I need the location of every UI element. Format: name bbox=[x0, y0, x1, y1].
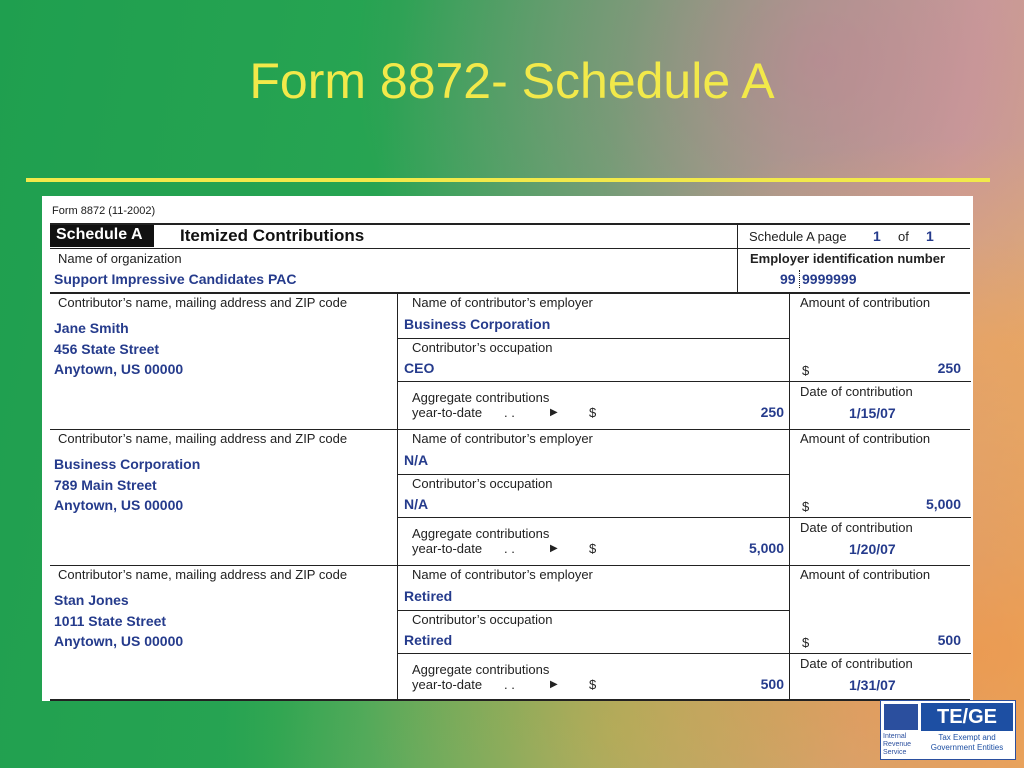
dollar-sign: $ bbox=[589, 405, 597, 420]
occupation-value: CEO bbox=[404, 360, 435, 376]
aggregate-label: Aggregate contributions bbox=[412, 526, 550, 541]
org-name-value: Support Impressive Candidates PAC bbox=[54, 271, 297, 287]
form-8872-schedule-a bbox=[42, 196, 973, 701]
divider bbox=[397, 610, 789, 611]
employer-label: Name of contributor’s employer bbox=[412, 431, 593, 446]
irs-agency-name bbox=[883, 733, 911, 757]
aggregate-value: 500 bbox=[760, 676, 784, 692]
date-label: Date of contribution bbox=[800, 520, 913, 535]
slide-title: Form 8872- Schedule A bbox=[249, 53, 775, 109]
divider bbox=[789, 429, 790, 565]
form-id: Form 8872 (11-2002) bbox=[52, 205, 156, 217]
dollar-sign: $ bbox=[802, 635, 810, 650]
date-label: Date of contribution bbox=[800, 656, 913, 671]
employer-value: Retired bbox=[404, 588, 453, 604]
contributor-label: Contributor’s name, mailing address and ZIP code bbox=[58, 567, 348, 582]
divider bbox=[50, 248, 970, 249]
divider bbox=[397, 429, 398, 565]
aggregate-ytd-label: year-to-date bbox=[412, 405, 483, 420]
contributor-city: Anytown, US 00000 bbox=[54, 633, 184, 649]
aggregate-label: Aggregate contributions bbox=[412, 390, 550, 405]
ein-prefix: 99 bbox=[780, 271, 796, 287]
divider bbox=[397, 338, 789, 339]
employer-label: Name of contributor’s employer bbox=[412, 295, 593, 310]
amount-label: Amount of contribution bbox=[800, 295, 931, 310]
divider bbox=[789, 293, 790, 429]
amount-value: 250 bbox=[937, 360, 961, 376]
divider bbox=[397, 565, 398, 701]
divider bbox=[397, 653, 971, 654]
tege-subtitle bbox=[921, 733, 1013, 753]
dollar-sign: $ bbox=[802, 499, 810, 514]
divider bbox=[50, 565, 970, 566]
ein-separator bbox=[799, 270, 800, 288]
contributor-label: Contributor’s name, mailing address and ZIP code bbox=[58, 295, 348, 310]
occupation-label: Contributor’s occupation bbox=[412, 476, 553, 491]
aggregate-dots: . . bbox=[504, 405, 515, 420]
divider bbox=[789, 565, 790, 701]
contributor-address: 456 State Street bbox=[54, 341, 160, 357]
aggregate-value: 5,000 bbox=[748, 540, 784, 556]
divider bbox=[50, 699, 970, 701]
arrow-icon: ▶ bbox=[550, 543, 558, 554]
contributor-label: Contributor’s name, mailing address and ZIP code bbox=[58, 431, 348, 446]
of-label: of bbox=[898, 229, 909, 244]
divider bbox=[397, 293, 398, 429]
divider bbox=[737, 224, 738, 294]
contributor-city: Anytown, US 00000 bbox=[54, 361, 184, 377]
aggregate-dots: . . bbox=[504, 541, 515, 556]
aggregate-value: 250 bbox=[760, 404, 784, 420]
date-value: 1/15/07 bbox=[849, 405, 896, 421]
dollar-sign: $ bbox=[589, 541, 597, 556]
contributor-address: 1011 State Street bbox=[54, 613, 167, 629]
date-value: 1/20/07 bbox=[849, 541, 896, 557]
aggregate-ytd-label: year-to-date bbox=[412, 677, 483, 692]
date-label: Date of contribution bbox=[800, 384, 913, 399]
amount-value: 500 bbox=[937, 632, 961, 648]
irs-seal-icon bbox=[884, 704, 918, 730]
ein-suffix: 9999999 bbox=[802, 271, 857, 287]
divider bbox=[50, 223, 970, 225]
divider bbox=[397, 474, 789, 475]
divider bbox=[397, 381, 971, 382]
contributor-name: Business Corporation bbox=[54, 456, 201, 472]
occupation-value: Retired bbox=[404, 632, 453, 648]
amount-value: 5,000 bbox=[925, 496, 961, 512]
irs-tege-logo bbox=[880, 700, 1016, 760]
title-underline bbox=[26, 178, 990, 182]
contributor-address: 789 Main Street bbox=[54, 477, 157, 493]
ein-label: Employer identification number bbox=[750, 251, 946, 266]
date-value: 1/31/07 bbox=[849, 677, 896, 693]
employer-value: Business Corporation bbox=[404, 316, 551, 332]
irs-line: Revenue bbox=[883, 741, 912, 748]
dollar-sign: $ bbox=[802, 363, 810, 378]
aggregate-ytd-label: year-to-date bbox=[412, 541, 483, 556]
aggregate-label: Aggregate contributions bbox=[412, 662, 550, 677]
occupation-label: Contributor’s occupation bbox=[412, 612, 553, 627]
dollar-sign: $ bbox=[589, 677, 597, 692]
contributor-name: Stan Jones bbox=[54, 592, 129, 608]
occupation-value: N/A bbox=[404, 496, 429, 512]
aggregate-dots: . . bbox=[504, 677, 515, 692]
irs-line: Internal bbox=[883, 733, 907, 740]
schedule-badge: Schedule A bbox=[50, 225, 154, 247]
amount-label: Amount of contribution bbox=[800, 567, 931, 582]
divider bbox=[50, 292, 970, 294]
divider bbox=[50, 429, 970, 430]
arrow-icon: ▶ bbox=[550, 407, 558, 418]
contributor-city: Anytown, US 00000 bbox=[54, 497, 184, 513]
employer-label: Name of contributor’s employer bbox=[412, 567, 593, 582]
tege-subtitle-line: Government Entities bbox=[930, 743, 1004, 752]
arrow-icon: ▶ bbox=[550, 679, 558, 690]
tege-subtitle-line: Tax Exempt and bbox=[938, 733, 996, 742]
schedule-title: Itemized Contributions bbox=[180, 226, 365, 245]
employer-value: N/A bbox=[404, 452, 429, 468]
occupation-label: Contributor’s occupation bbox=[412, 340, 553, 355]
irs-line: Service bbox=[883, 749, 907, 756]
page-total: 1 bbox=[926, 228, 934, 244]
contributor-name: Jane Smith bbox=[54, 320, 129, 336]
page-label: Schedule A page bbox=[749, 229, 847, 244]
org-name-label: Name of organization bbox=[58, 251, 182, 266]
page-number: 1 bbox=[873, 228, 881, 244]
divider bbox=[397, 517, 971, 518]
amount-label: Amount of contribution bbox=[800, 431, 931, 446]
tege-brand: TE/GE bbox=[921, 703, 1013, 731]
